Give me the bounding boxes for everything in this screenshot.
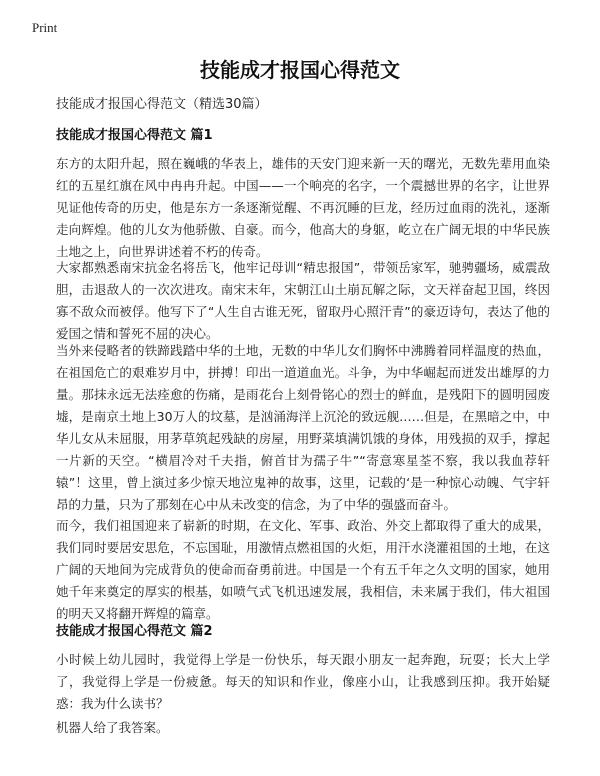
print-label[interactable]: Print [32, 20, 58, 35]
paragraph: 东方的太阳升起，照在巍峨的华表上，雄伟的天安门迎来新一天的曙光，无数先辈用血染红的五星红旗在风中冉冉升起。中国——一个响亮的名字，一个震撼世界的名字，让世界见证他传奇的历史，他是东方一条逐渐觉醒、不再沉睡的巨龙，经历过血雨的洗礼，逐渐走向辉煌。他的儿女为他骄傲、自豪。而今，他高大的身躯，屹立在广阔无垠的中华民族土地之上，向世界讲述着不朽的传奇。 [56, 156, 550, 259]
paragraph: 当外来侵略者的铁蹄践踏中华的土地，无数的中华儿女们胸怀中沸腾着同样温度的热血，在祖国危亡的艰难岁月中，拼搏！印出一道道血光。斗争，为中华崛起而迸发出雄厚的力量。那抹永远无法痊愈的伤痛，是雨花台上刻骨铭心的烈士的鲜血，是残阳下的圆明园废墟，是南京土地上30万人的坟墓，是汹涌海洋上沉沦的致远舰……但是，在黑暗之中，中华儿女从未屈服，用茅草筑起残缺的房屋，用野菜填满饥饿的身体，用残损的双手，撑起一片新的天空。“横眉冷对千夫指，俯首甘为孺子牛”“寄意寒星荃不察，我以我血荐轩辕”！这里，曾上演过多少惊天地泣鬼神的故事，这里，记载的‘是一种惊心动魄、气宇轩昂的力量，只为了那刻在心中从未改变的信念，为了中华的强盛而奋斗。 [56, 343, 550, 512]
paragraph: 而今，我们祖国迎来了崭新的时期，在文化、军事、政治、外交上都取得了重大的成果，我们同时要居安思危，不忘国耻，用激情点燃祖国的火炬，用汗水浇灌祖国的土地，在这广阔的天地间为完成背负的使命而奋勇前进。中国是一个有五千年之久文明的国家，她用她千年来奠定的厚实的根基，如喷气式飞机迅速发展，我相信，未来属于我们，伟大祖国的明天又将翻开辉煌的篇章。 [56, 518, 550, 621]
section-heading-2: 技能成才报国心得范文 篇2 [56, 624, 213, 639]
page-title: 技能成才报国心得范文 [200, 58, 400, 82]
section-heading-1: 技能成才报国心得范文 篇1 [56, 128, 213, 143]
paragraph: 大家都熟悉南宋抗金名将岳飞，他牢记母训“精忠报国”，带领岳家军，驰骋疆场，威震敌胆，击退敌人的一次次进攻。南宋末年，宋朝江山土崩瓦解之际，文天祥奋起卫国，终因寡不敌众而被俘。他写下了“人生自古谁无死，留取丹心照汗青”的豪迈诗句，表达了他的爱国之情和誓死不屈的决心。 [56, 260, 550, 341]
document-subtitle: 技能成才报国心得范文（精选30篇） [56, 97, 268, 112]
paragraph: 小时候上幼儿园时，我觉得上学是一份快乐，每天跟小朋友一起奔跑，玩耍；长大上学了，我觉得上学是一份疲惫。每天的知识和作业，像座小山，让我感到压抑。我开始疑惑：我为什么读书？ [56, 652, 550, 711]
paragraph: 机器人给了我答案。 [56, 720, 169, 735]
